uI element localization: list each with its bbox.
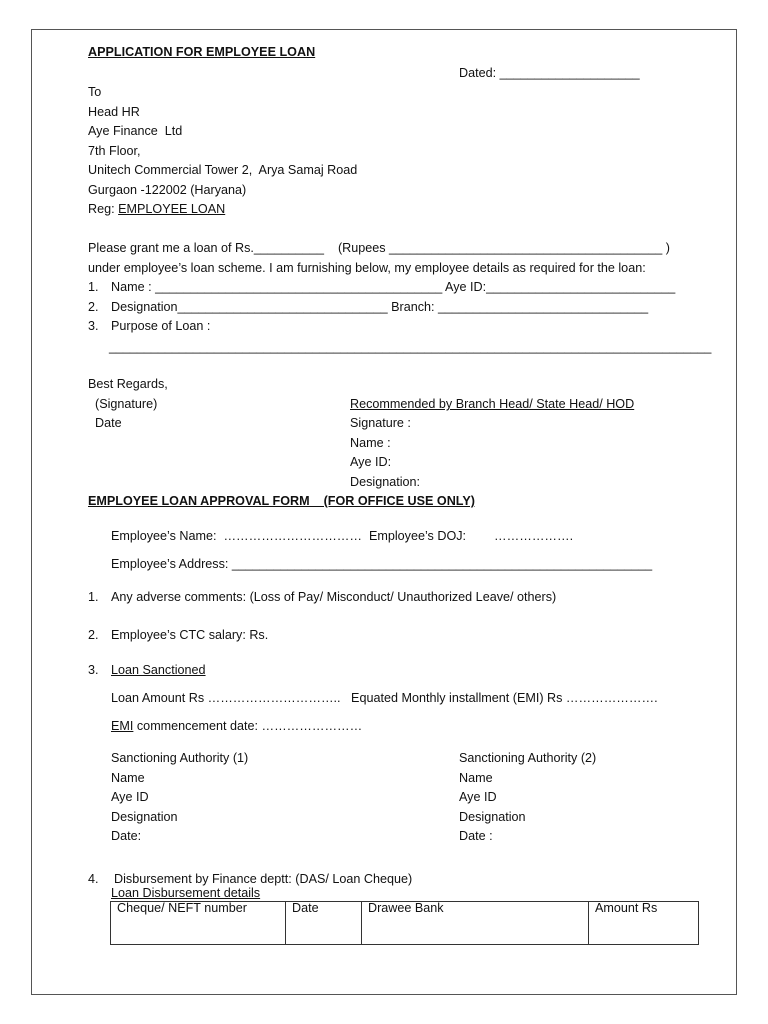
date-label: Date: [95, 416, 122, 430]
emi-commencement-text: commencement date: ……………………: [133, 719, 363, 733]
item-number: 1.: [88, 590, 99, 604]
address-line: Gurgaon -122002 (Haryana): [88, 183, 247, 197]
emi-word: EMI: [111, 719, 134, 733]
recommended-designation: Designation:: [350, 475, 421, 489]
authority2-designation: Designation: [459, 810, 526, 824]
address-line: 7th Floor,: [88, 144, 141, 158]
item-number: 2.: [88, 628, 99, 642]
designation-branch-field: Designation______________________________ Branch: ______________________________: [111, 300, 649, 314]
address-line: Aye Finance Ltd: [88, 124, 183, 138]
purpose-label: Purpose of Loan :: [111, 319, 211, 333]
form-title: APPLICATION FOR EMPLOYEE LOAN: [88, 45, 316, 59]
ctc-salary: Employee’s CTC salary: Rs.: [111, 628, 269, 642]
signature-label: (Signature): [95, 397, 158, 411]
item-number: 4.: [88, 872, 99, 886]
address-to: To: [88, 85, 102, 99]
loan-amount-emi: Loan Amount Rs ………………………….. Equated Monthly installment (EMI) Rs ………………….: [111, 691, 658, 705]
item-number: 1.: [88, 280, 99, 294]
disbursement-table: [110, 901, 699, 945]
recommended-aye-id: Aye ID:: [350, 455, 392, 469]
header-cheque-neft: Cheque/ NEFT number: [111, 902, 286, 945]
recommended-signature: Signature :: [350, 416, 411, 430]
authority1-date: Date:: [111, 829, 142, 843]
employee-name-doj: Employee’s Name: …………………………… Employee’s DOJ: ……………….: [111, 529, 574, 543]
loan-sanctioned: Loan Sanctioned: [111, 663, 206, 677]
disbursement-label: Disbursement by Finance deptt: (DAS/ Loan Cheque): [114, 872, 413, 886]
table-row: [111, 902, 699, 945]
approval-title: EMPLOYEE LOAN APPROVAL FORM (FOR OFFICE USE ONLY): [88, 494, 475, 508]
item-number: 2.: [88, 300, 99, 314]
header-date: Date: [286, 902, 362, 945]
authority2-name: Name: [459, 771, 493, 785]
item-number: 3.: [88, 319, 99, 333]
authority2-date: Date :: [459, 829, 493, 843]
header-drawee-bank: Drawee Bank: [362, 902, 589, 945]
address-line: Head HR: [88, 105, 140, 119]
purpose-line: ______________________________________________________________________________________: [109, 340, 712, 354]
address-line: Unitech Commercial Tower 2, Arya Samaj Road: [88, 163, 358, 177]
item-number: 3.: [88, 663, 99, 677]
recommended-name: Name :: [350, 436, 391, 450]
emi-commencement: [111, 720, 362, 733]
reg-prefix: Reg:: [88, 202, 119, 216]
reg-line: [88, 203, 225, 216]
dated-field: Dated: ____________________: [459, 66, 640, 80]
authority2-title: Sanctioning Authority (2): [459, 751, 597, 765]
adverse-comments: Any adverse comments: (Loss of Pay/ Misconduct/ Unauthorized Leave/ others): [111, 590, 557, 604]
authority1-designation: Designation: [111, 810, 178, 824]
name-aye-id-field: Name : _________________________________________ Aye ID:___________________________: [111, 280, 676, 294]
disbursement-title: Loan Disbursement details: [111, 886, 261, 900]
authority2-aye-id: Aye ID: [459, 790, 497, 804]
employee-address: Employee’s Address: ____________________________________________________________: [111, 557, 653, 571]
reg-subject: EMPLOYEE LOAN: [118, 202, 226, 216]
authority1-title: Sanctioning Authority (1): [111, 751, 249, 765]
authority1-name: Name: [111, 771, 145, 785]
body-line: under employee’s loan scheme. I am furnishing below, my employee details as required for the loan:: [88, 261, 646, 275]
regards: Best Regards,: [88, 377, 168, 391]
authority1-aye-id: Aye ID: [111, 790, 149, 804]
recommended-title: Recommended by Branch Head/ State Head/ HOD: [350, 397, 635, 411]
body-line: Please grant me a loan of Rs.__________ (Rupees _______________________________________ ): [88, 241, 670, 255]
header-amount: Amount Rs: [589, 902, 699, 945]
